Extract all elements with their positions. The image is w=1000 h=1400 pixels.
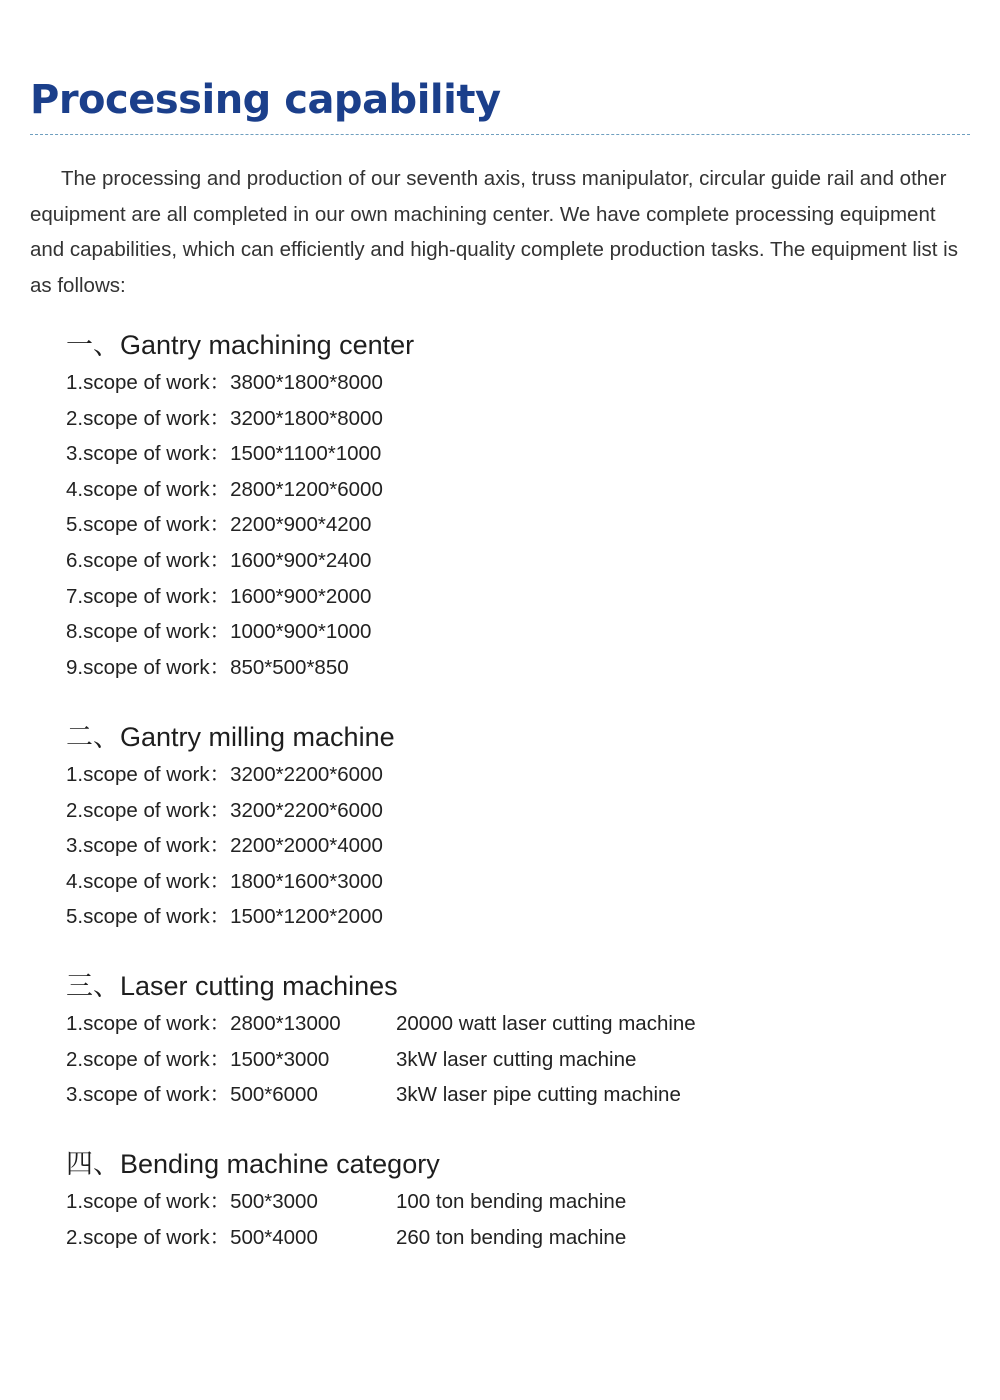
- list-item: [66, 899, 966, 935]
- list-item: [66, 543, 966, 579]
- item-spec: 1.scope of work：2800*13000: [66, 1012, 341, 1035]
- list-item: [66, 1006, 966, 1042]
- list-item: [66, 864, 966, 900]
- item-spec: 2.scope of work：3200*1800*8000: [66, 406, 383, 430]
- list-item: [66, 472, 966, 508]
- item-spec: 1.scope of work：3200*2200*6000: [66, 763, 383, 786]
- list-item: [66, 436, 966, 472]
- item-description: 20000 watt laser cutting machine: [396, 1012, 696, 1035]
- item-spec: 2.scope of work：1500*3000: [66, 1047, 330, 1071]
- item-spec: 5.scope of work：1500*1200*2000: [66, 905, 383, 929]
- item-spec: 4.scope of work：1800*1600*3000: [66, 869, 383, 893]
- item-spec: 2.scope of work：3200*2200*6000: [66, 798, 383, 822]
- item-spec: 6.scope of work：1600*900*2400: [66, 548, 372, 572]
- list-item: [66, 757, 966, 793]
- intro-paragraph: The processing and production of our seventh axis, truss manipulator, circular guide rail and other equipment are all completed in our own machining center. We have complete processing equipment and capabilities, which can efficiently and high-quality complete production tasks. The equipment list is as follows:: [30, 167, 958, 297]
- item-spec: 9.scope of work：850*500*850: [66, 655, 349, 679]
- item-description: 3kW laser pipe cutting machine: [396, 1083, 681, 1107]
- list-item: [66, 793, 966, 829]
- item-spec: 3.scope of work：1500*1100*1000: [66, 442, 382, 466]
- list-item: [66, 507, 966, 543]
- item-spec: 8.scope of work：1000*900*1000: [66, 620, 372, 644]
- list-item: [66, 1220, 966, 1256]
- list-item: [66, 365, 966, 401]
- list-item: [66, 650, 966, 686]
- item-description: 260 ton bending machine: [396, 1225, 627, 1249]
- item-spec: 7.scope of work：1600*900*2000: [66, 584, 372, 608]
- section-heading: 二、Gantry milling machine: [66, 722, 395, 752]
- list-item: [66, 828, 966, 864]
- section-heading: 三、Laser cutting machines: [66, 971, 398, 1001]
- item-spec: 3.scope of work：500*6000: [66, 1083, 318, 1107]
- page-title: Processing capability: [30, 77, 501, 123]
- item-description: 3kW laser cutting machine: [396, 1047, 637, 1071]
- item-spec: 1.scope of work：500*3000: [66, 1190, 318, 1213]
- item-description: 100 ton bending machine: [396, 1190, 627, 1213]
- section-bending-machine-category: [66, 1144, 966, 1255]
- section-gantry-milling-machine: [66, 717, 966, 935]
- item-spec: 5.scope of work：2200*900*4200: [66, 513, 372, 537]
- list-item: [66, 1077, 966, 1113]
- list-item: [66, 1184, 966, 1220]
- section-heading: 一、Gantry machining center: [66, 330, 415, 360]
- list-item: [66, 401, 966, 437]
- item-spec: 3.scope of work：2200*2000*4000: [66, 834, 383, 858]
- item-spec: 4.scope of work：2800*1200*6000: [66, 477, 383, 501]
- list-item: [66, 614, 966, 650]
- title-divider: [30, 134, 970, 135]
- item-spec: 1.scope of work：3800*1800*8000: [66, 371, 383, 394]
- section-gantry-machining-center: [66, 325, 966, 685]
- section-laser-cutting-machines: [66, 966, 966, 1113]
- list-item: [66, 579, 966, 615]
- list-item: [66, 1042, 966, 1078]
- item-spec: 2.scope of work：500*4000: [66, 1225, 318, 1249]
- section-heading: 四、Bending machine category: [66, 1149, 440, 1179]
